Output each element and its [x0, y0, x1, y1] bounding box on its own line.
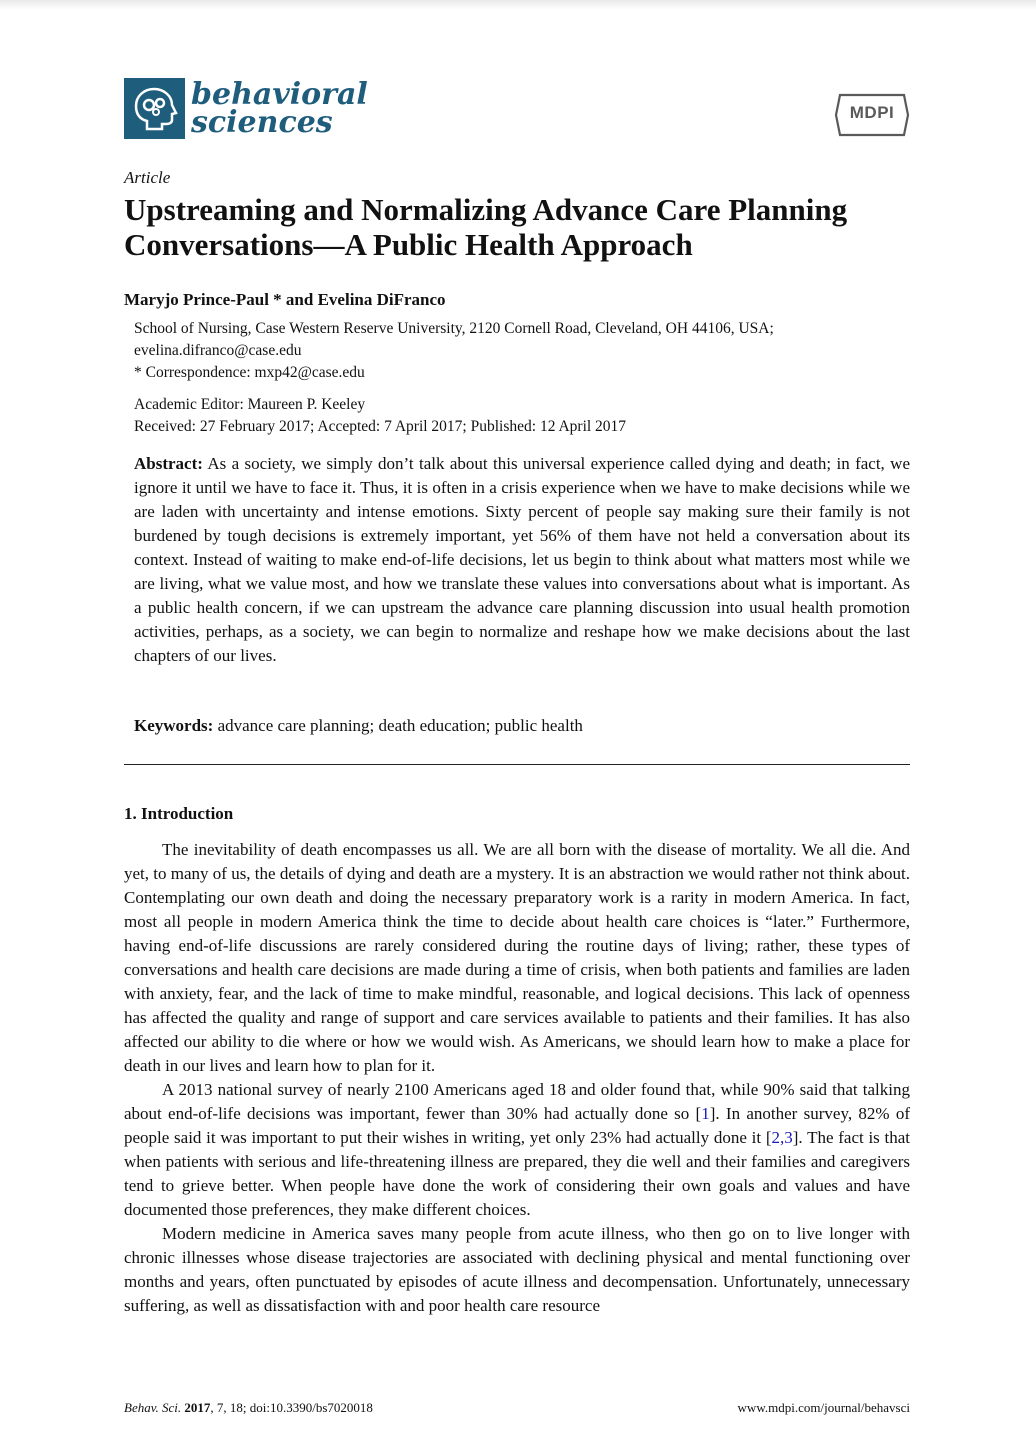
journal-name-line2: sciences — [191, 104, 333, 140]
page-top-shadow — [0, 0, 1036, 10]
head-gears-icon — [124, 78, 185, 139]
footer-url[interactable]: www.mdpi.com/journal/behavsci — [737, 1400, 910, 1415]
section-heading: 1. Introduction — [124, 804, 234, 823]
affiliation-email[interactable]: evelina.difranco@case.edu — [134, 342, 302, 359]
body-text — [124, 838, 910, 1318]
citation-link[interactable]: 2,3 — [771, 1128, 793, 1147]
journal-logo — [124, 78, 368, 139]
author-list: Maryjo Prince-Paul * and Evelina DiFranco — [124, 290, 446, 309]
paragraph: The inevitability of death encompasses us all. We are all born with the disease of mortality. We all die. And yet, to many of us, the details of dying and death are a mystery. It is an abstraction we would rather not think about. Contemplating our own death and doing the necessary preparatory work is a rarity in modern America. In fact, most all people in modern America think the time to decide about health care choices is “later.” Furthermore, having end-of-life discussions are rarely considered during the routine days of living; rather, these types of conversations and health care decisions are made during a time of crisis, when both patients and families are laden with anxiety, fear, and the lack of time to make mindful, reasonable, and logical decisions. This lack of openness has affected the quality and range of support and care services available to patients and their families. It has also affected our ability to die where or how we would wish. As Americans, we should learn how to make a place for death in our lives and learn how to plan for it. — [124, 840, 910, 1075]
article-type: Article — [124, 168, 171, 187]
abstract — [134, 452, 910, 668]
academic-editor: Academic Editor: Maureen P. Keeley — [134, 396, 366, 413]
mdpi-label: MDPI — [849, 103, 895, 122]
publication-info — [134, 394, 626, 438]
publication-dates: Received: 27 February 2017; Accepted: 7 April 2017; Published: 12 April 2017 — [134, 418, 627, 435]
affiliation — [134, 318, 914, 384]
footer-year: 2017 — [184, 1400, 211, 1415]
footer-journal: Behav. Sci. — [124, 1400, 182, 1415]
correspondence: * Correspondence: mxp42@case.edu — [134, 364, 365, 381]
affiliation-line: School of Nursing, Case Western Reserve University, 2120 Cornell Road, Cleveland, OH 44106, USA; — [134, 320, 774, 337]
abstract-text: As a society, we simply don’t talk about this universal experience called dying and death; in fact, we ignore it until we have to face it. Thus, it is often in a crisis experience when we have to make decisions while we are laden with uncertainty and intense emotions. Sixty percent of people say making sure their family is not burdened by tough decisions is extremely important, yet 56% of them have not held a conversation about its context. Instead of waiting to make end-of-life decisions, let us begin to think about what matters most while we are living, what we value most, and how we translate these values into conversations about what is important. As a public health concern, if we can upstream the advance care planning discussion into usual health promotion activities, perhaps, as a society, we can begin to normalize and reshape how we make decisions about the last chapters of our lives. — [134, 454, 911, 665]
paragraph-text: ]. The fact is that when patients with serious and life-threatening illness are prepared, they die well and their families and caregivers tend to grieve better. When people have done the work of considering their own goals and values and have documented those preferences, they make different choices. — [124, 1128, 911, 1219]
journal-name — [191, 76, 368, 140]
divider — [124, 764, 910, 765]
mdpi-logo — [834, 91, 910, 139]
footer-citation — [124, 1400, 373, 1416]
footer-doi: , 7, 18; doi:10.3390/bs7020018 — [210, 1400, 373, 1415]
keywords-label: Keywords: — [134, 716, 214, 735]
citation-link[interactable]: 1 — [701, 1104, 710, 1123]
paragraph-text: ]. In another survey, 82% of people said it was important to put their wishes in writing, yet only 23% had actually done it [ — [124, 1104, 910, 1147]
journal-name-line1: behavioral — [191, 76, 368, 112]
keywords — [134, 714, 583, 738]
paragraph: Modern medicine in America saves many people from acute illness, who then go on to live longer with chronic illnesses whose disease trajectories are associated with declining physical and mental functioning over months and years, often punctuated by episodes of acute illness and decompensation. Unfortunately, unnecessary suffering, as well as dissatisfaction with and poor health care resource — [124, 1224, 910, 1315]
paragraph — [124, 1078, 910, 1222]
keywords-text: advance care planning; death education; public health — [217, 716, 583, 735]
abstract-label: Abstract: — [134, 454, 203, 473]
article-title: Upstreaming and Normalizing Advance Care Planning Conversations—A Public Health Approach — [124, 192, 848, 262]
paragraph-text: A 2013 national survey of nearly 2100 Americans aged 18 and older found that, while 90% said that talking about end-of-life decisions was important, fewer than 30% had actually done so [ — [124, 1080, 910, 1123]
